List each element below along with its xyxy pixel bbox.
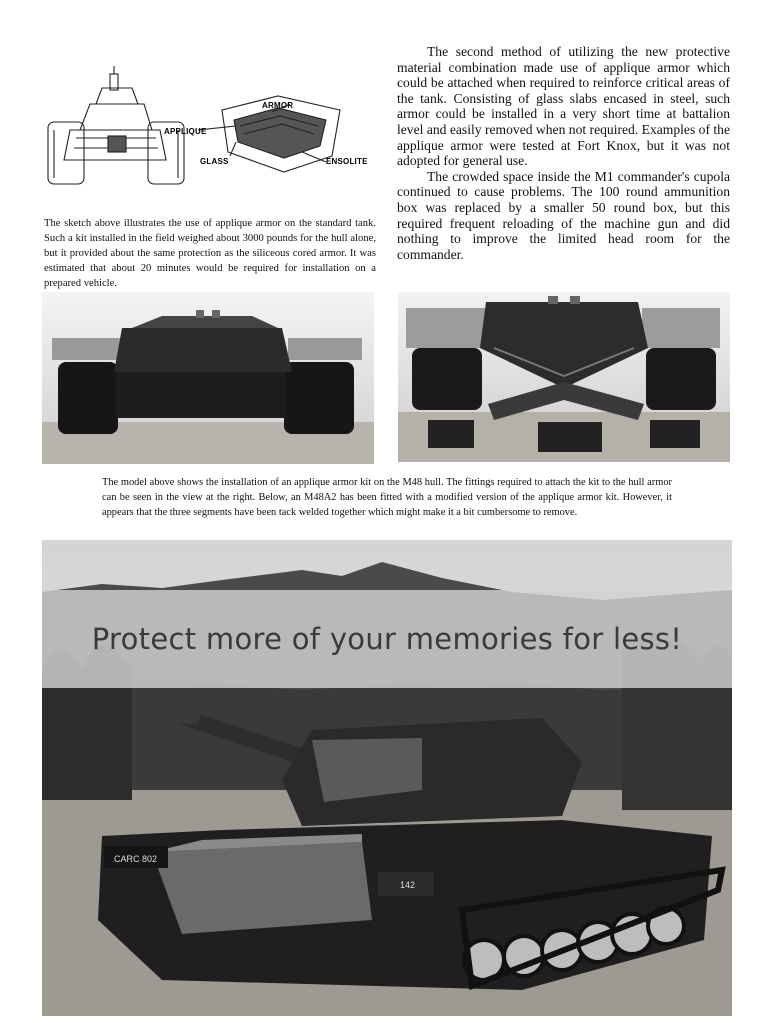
- body-paragraph-1: The second method of utilizing the new protective material combination made use of applique armor which could be attached when required to reinforce critical areas of the tank. Consisting of glass slabs encased in steel, such armor could be installed in a very short time at battalion level and easily removed when not required. Examples of the applique armor were tested at Fort Knox, but it was not adopted for general use.: [397, 44, 730, 169]
- applique-armor-sketch: [40, 60, 380, 200]
- sketch-label-applique: APPLIQUE: [164, 127, 207, 136]
- sketch-drawing: [40, 60, 380, 200]
- model-photo-left: [42, 292, 374, 464]
- sketch-label-armor: ARMOR: [262, 101, 294, 110]
- tank-bumper-marking: CARC 802: [114, 854, 158, 864]
- body-text-column: [397, 44, 730, 262]
- watermark-banner: [42, 590, 732, 688]
- sketch-label-glass: GLASS: [200, 157, 229, 166]
- model-photo-right: [398, 292, 730, 462]
- sketch-label-ensolite: ENSOLITE: [326, 157, 368, 166]
- tank-hull-number: 142: [400, 880, 416, 890]
- sketch-caption: The sketch above illustrates the use of applique armor on the standard tank. Such a kit installed in the field weighed about 3000 pounds for the hull alone, but it provided about the same protection as the siliceous cored armor. It was estimated that about 20 minutes would be required for installation on a prepared vehicle.: [44, 218, 376, 289]
- watermark-text: Protect more of your memories for less!: [91, 622, 683, 656]
- body-paragraph-2: The crowded space inside the M1 commander's cupola continued to cause problems. The 100 round ammunition box was replaced by a smaller 50 round box, but this required frequent reloading of the machine gun and did nothing to improve the limited head room for the commander.: [397, 168, 730, 262]
- model-caption: The model above shows the installation of an applique armor kit on the M48 hull. The fittings required to attach the kit to the hull armor can be seen in the view at the right. Below, an M48A2 has been fitted with a modified version of the applique armor kit. However, it appears that the three segments have been tack welded together which might make it a bit cumbersome to remove.: [102, 477, 672, 519]
